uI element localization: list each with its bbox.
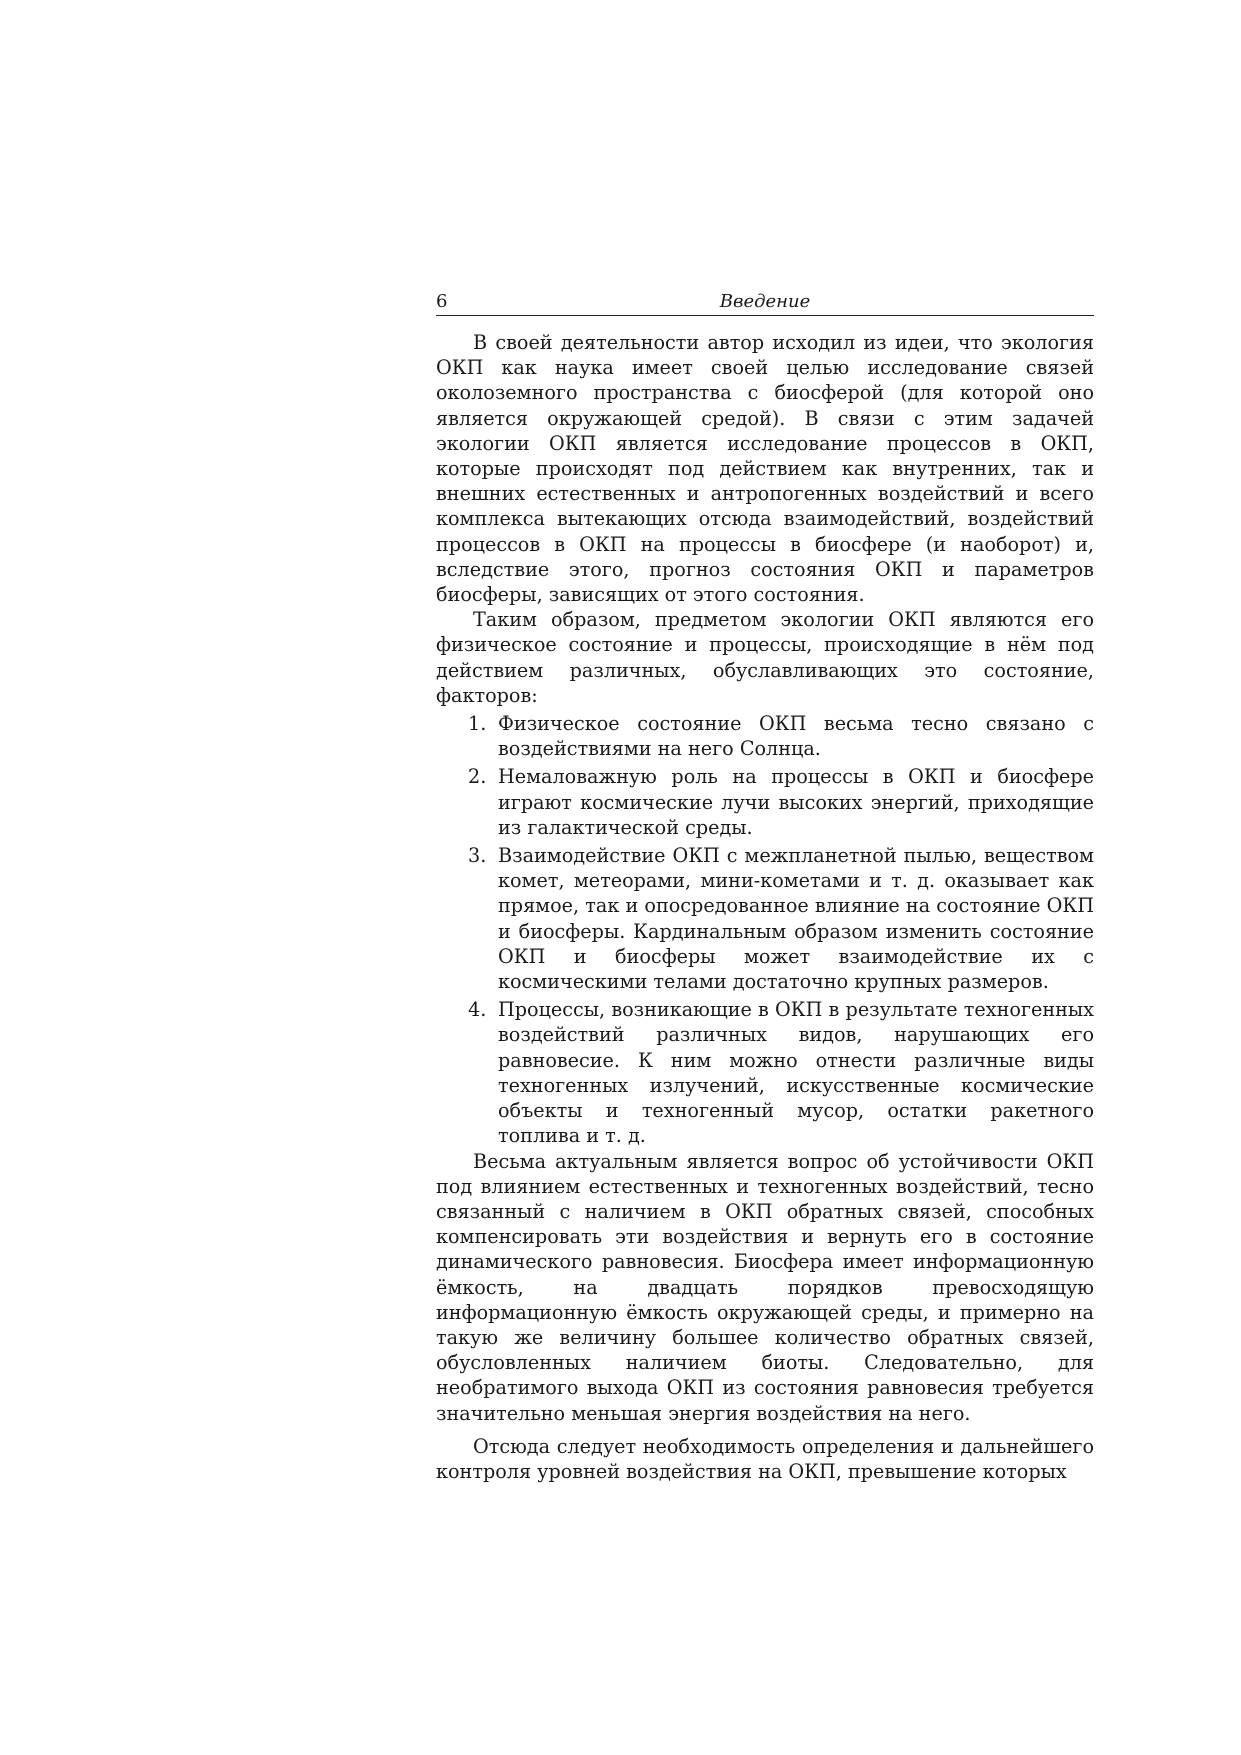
list-item-number: 3. — [468, 844, 487, 868]
paragraph-conclusion: Отсюда следует необходимость определения и дальнейшего контроля уровней воздействия на ОКП, превышение которых — [436, 1434, 1094, 1483]
paragraph-subject: Таким образом, предметом экологии ОКП являются его физическое состояние и процессы, происходящие в нём под действием различных, обуславливающих это состояние, факторов: — [436, 608, 1094, 707]
list-item-number: 1. — [468, 712, 487, 736]
list-item — [468, 764, 1094, 840]
paragraph-purpose: В своей деятельности автор исходил из идеи, что экология ОКП как наука имеет своей целью исследование связей околоземного пространства с биосферой (для которой оно является окружающей средой). В связи с этим задачей экологии ОКП является исследование процессов в ОКП, которые происходят под действием как внутренних, так и внешних естественных и антропогенных воздействий и всего комплекса вытекающих отсюда взаимодействий, воздействий процессов в ОКП на процессы в биосфере (и наоборот) и, вследствие этого, прогноз состояния ОКП и параметров биосферы, зависящих от этого состояния. — [436, 331, 1094, 607]
list-item-text: Немаловажную роль на процессы в ОКП и биосфере играют космические лучи высоких энергий, приходящие из галактической среды. — [498, 765, 1094, 839]
page-number: 6 — [436, 291, 448, 312]
list-item — [468, 843, 1094, 994]
list-item-number: 4. — [468, 998, 487, 1022]
list-item-text: Процессы, возникающие в ОКП в результате техногенных воздействий различных видов, нарушающих его равновесие. К ним можно отнести различные виды техногенных излучений, искусственные космические объекты и техногенный мусор, остатки ракетного топлива и т. д. — [498, 998, 1094, 1148]
list-item-text: Физическое состояние ОКП весьма тесно связано с воздействиями на него Солнца. — [498, 712, 1094, 761]
list-item — [468, 711, 1094, 761]
list-item — [468, 997, 1094, 1148]
page-body — [436, 330, 1094, 1484]
running-header — [436, 293, 1094, 316]
list-item-number: 2. — [468, 765, 487, 789]
book-page — [436, 293, 1094, 1484]
list-item-text: Взаимодействие ОКП с межпланетной пылью, веществом комет, метеорами, мини-кометами и т. д. оказывает как прямое, так и опосредованное влияние на состояние ОКП и биосферы. Кардинальным образом изменить состояние ОКП и биосферы может взаимодействие их с космическими телами достаточно крупных размеров. — [498, 844, 1094, 994]
factors-list — [436, 711, 1094, 1148]
paragraph-stability: Весьма актуальным является вопрос об устойчивости ОКП под влиянием естественных и техногенных воздействий, тесно связанный с наличием в ОКП обратных связей, способных компенсировать эти воздействия и вернуть его в состояние динамического равновесия. Биосфера имеет информационную ёмкость, на двадцать порядков превосходящую информационную ёмкость окружающей среды, и примерно на такую же величину большее количество обратных связей, обусловленных наличием биоты. Следовательно, для необратимого выхода ОКП из состояния равновесия требуется значительно меньшая энергия воздействия на него. — [436, 1149, 1094, 1425]
section-title: Введение — [719, 291, 811, 312]
